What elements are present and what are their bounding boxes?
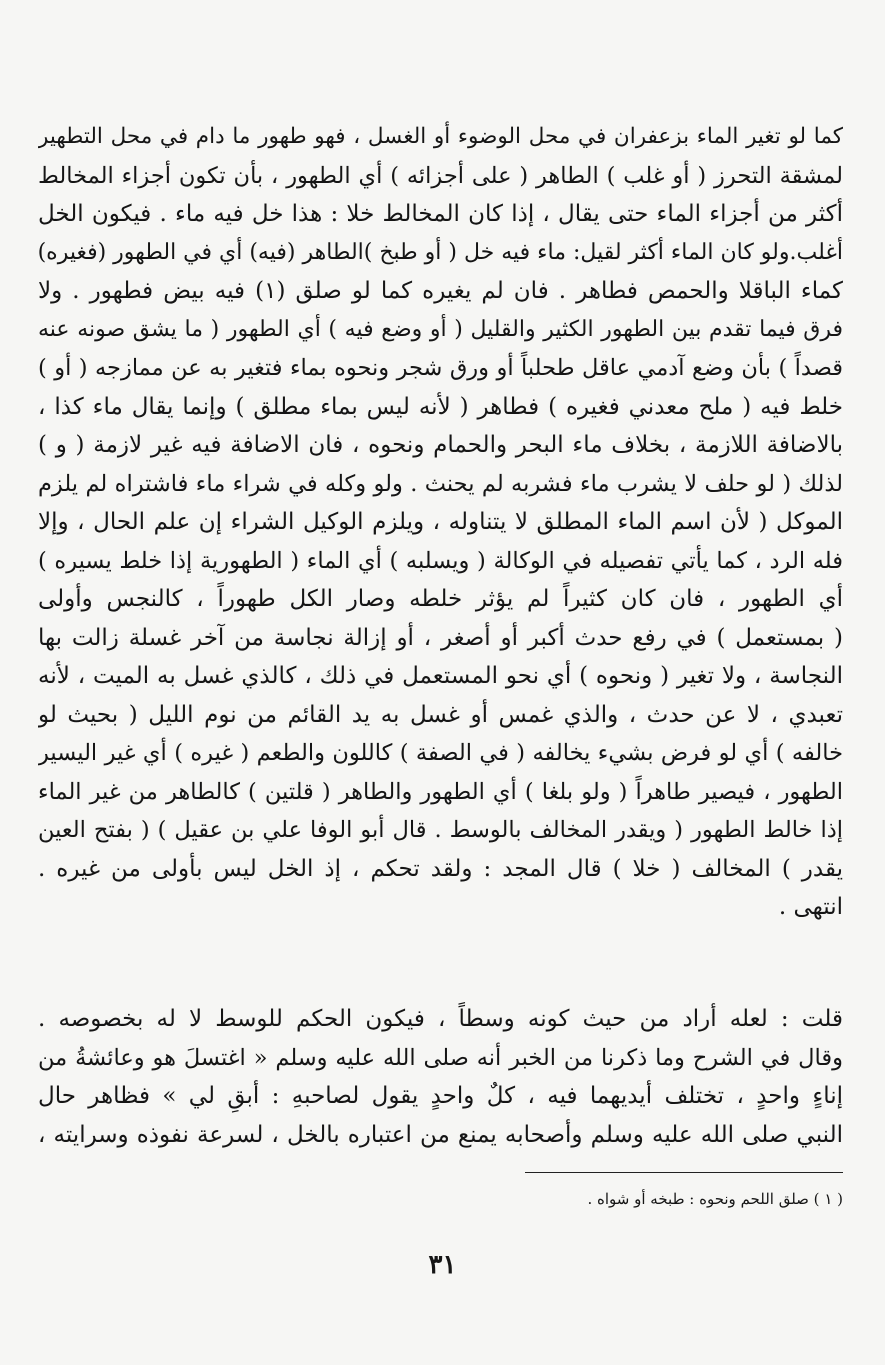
text-line: كما لو تغير الماء بزعفران في محل الوضوء أو الغسل ، فهو طهور ما دام في محل التطهير	[38, 124, 843, 149]
text-line: لمشقة التحرز ( أو غلب ) الطاهر ( على أجزائه ) أي الطهور ، بأن تكون أجزاء المخالط	[38, 162, 843, 189]
text-line: فرق فيما تقدم بين الطهور الكثير والقليل ( أو وضع فيه ) أي الطهور ( ما يشق صونه عنه	[38, 316, 843, 342]
text-line: ( بمستعمل ) في رفع حدث أكبر أو أصغر ، أو إزالة نجاسة من آخر غسلة زالت بها	[38, 624, 843, 651]
text-line: بالاضافة اللازمة ، بخلاف ماء البحر والحمام ونحوه ، فان الاضافة فيه غير لازمة ( و )	[38, 432, 843, 458]
text-line: أغلب.ولو كان الماء أكثر لقيل: ماء فيه خل ( أو طبخ )الطاهر (فيه) أي في الطهور (فغيره)	[38, 239, 843, 265]
text-line: الموكل ( لأن اسم الماء المطلق لا يتناوله ، ويلزم الوكيل الشراء إن علم الحال ، وإلا	[38, 509, 843, 535]
text-line: إناءٍ واحدٍ ، تختلف أيديهما فيه ، كلٌ واحدٍ يقول لصاحبهِ : أبقِ لي » فظاهر حال	[38, 1083, 843, 1109]
main-paragraph	[38, 118, 843, 927]
footnote-separator	[525, 1172, 843, 1173]
text-line: أي الطهور ، فان كان كثيراً لم يؤثر خلطه وصار الكل طهوراً ، كالنجس وأولى	[38, 586, 843, 612]
text-line: انتهى .	[778, 894, 843, 920]
text-line: أكثر من أجزاء الماء حتى يقال ، إذا كان المخالط خلا : هذا خل فيه ماء . فيكون الخل	[38, 201, 843, 227]
footnote: ( ١ ) صلق اللحم ونحوه : طبخه أو شواه .	[587, 1190, 843, 1208]
text-line: إذا خالط الطهور ( ويقدر المخالف بالوسط . قال أبو الوفا علي بن عقيل ) ( بفتح العين	[38, 817, 843, 843]
commentary-paragraph	[38, 1000, 843, 1154]
text-line: يقدر ) المخالف ( خلا ) قال المجد : ولقد تحكم ، إذ الخل ليس بأولى من غيره .	[38, 855, 843, 882]
text-line: قصداً ) بأن وضع آدمي عاقل طحلباً أو ورق شجر ونحوه بماء فتغير به عن ممازجه ( أو )	[38, 355, 843, 381]
text-line: لذلك ( لو حلف لا يشرب ماء فشربه لم يحنث . ولو وكله في شراء ماء فاشتراه لم يلزم	[38, 470, 843, 497]
text-line: فله الرد ، كما يأتي تفصيله في الوكالة ( ويسلبه ) أي الماء ( الطهورية إذا خلط يسيره )	[38, 547, 843, 574]
text-line: قلت : لعله أراد من حيث كونه وسطاً ، فيكون الحكم للوسط لا له بخصوصه .	[38, 1006, 843, 1032]
text-line: خالفه ) أي لو فرض بشيء يخالفه ( في الصفة ) كاللون والطعم ( غيره ) أي غير اليسير	[38, 740, 843, 766]
text-line: خلط فيه ( ملح معدني فغيره ) فطاهر ( لأنه ليس بماء مطلق ) وإنما يقال ماء كذا ،	[38, 393, 843, 420]
text-line: النبي صلى الله عليه وسلم وأصحابه يمنع من اعتباره بالخل ، لسرعة نفوذه وسرايته ،	[38, 1121, 843, 1148]
page-number: ٣١	[428, 1250, 457, 1280]
text-line: كماء الباقلا والحمص فطاهر . فان لم يغيره كما لو صلق (١) فيه بيض فطهور . ولا	[38, 278, 843, 304]
text-line: النجاسة ، ولا تغير ( ونحوه ) أي نحو المستعمل في ذلك ، كالذي غسل به الميت ، لأنه	[38, 663, 843, 689]
text-line: وقال في الشرح وما ذكرنا من الخبر أنه صلى الله عليه وسلم « اغتسلَ هو وعائشةُ من	[38, 1044, 843, 1071]
text-line: الطهور ، فيصير طاهراً ( ولو بلغا ) أي الطهور والطاهر ( قلتين ) كالطاهر من غير الماء	[38, 778, 843, 805]
text-line: تعبدي ، لا عن حدث ، والذي غمس أو غسل به يد القائم من نوم الليل ( بحيث لو	[38, 701, 843, 728]
